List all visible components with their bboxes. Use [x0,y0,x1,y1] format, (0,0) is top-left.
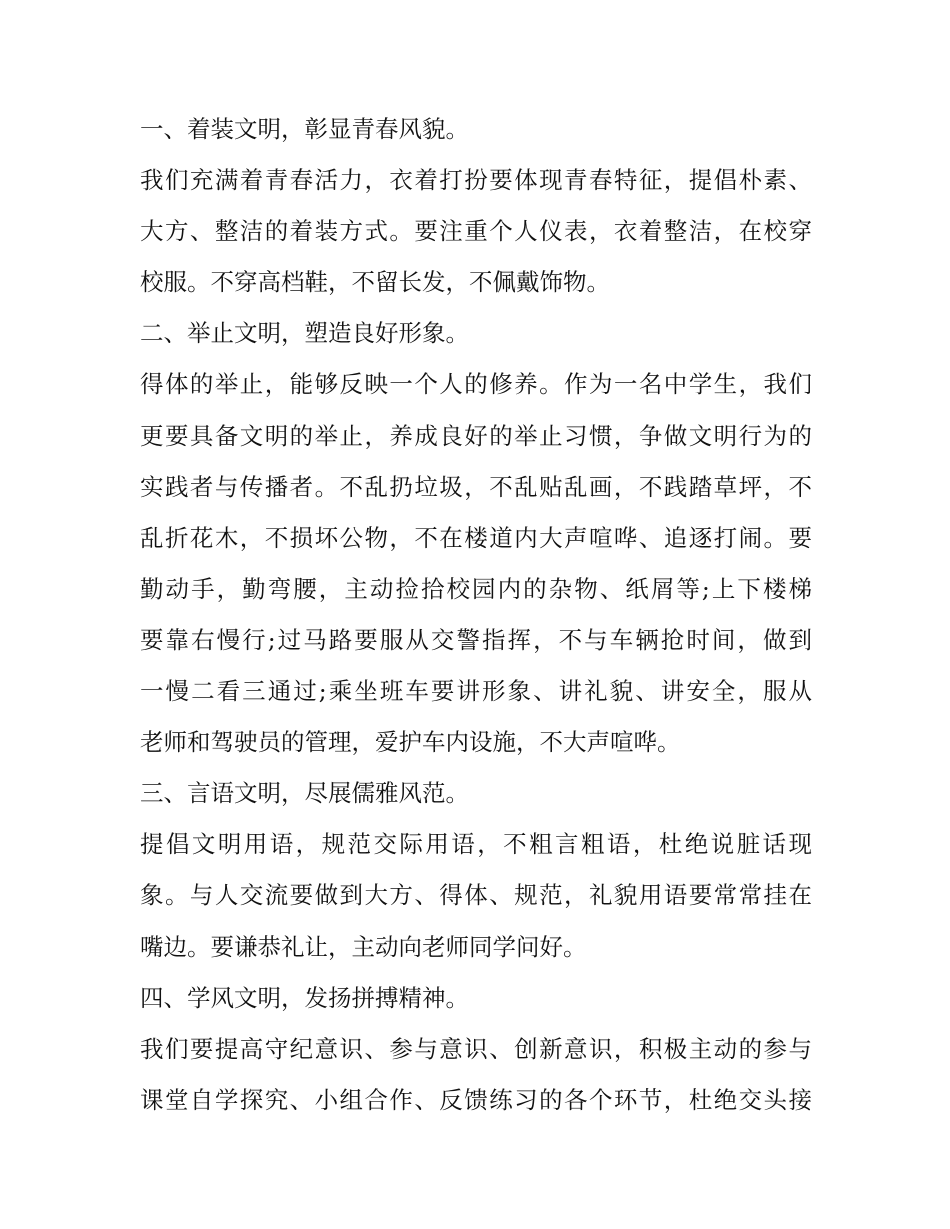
paragraph-line: 勤动手，勤弯腰，主动捡拾校园内的杂物、纸屑等;上下楼梯 [140,574,812,603]
paragraph-line: 更要具备文明的举止，养成良好的举止习惯，争做文明行为的 [140,421,812,450]
paragraph-line: 校服。不穿高档鞋，不留长发，不佩戴饰物。 [140,268,610,297]
paragraph-line: 要靠右慢行;过马路要服从交警指挥，不与车辆抢时间，做到 [140,625,812,654]
section-heading-3: 三、言语文明，尽展儒雅风范。 [140,779,469,808]
paragraph-line: 老师和驾驶员的管理，爱护车内设施，不大声喧哗。 [140,728,681,757]
paragraph-line: 得体的举止，能够反映一个人的修养。作为一名中学生，我们 [140,370,812,399]
paragraph-line: 实践者与传播者。不乱扔垃圾，不乱贴乱画，不践踏草坪，不 [140,472,812,501]
section-heading-2: 二、举止文明，塑造良好形象。 [140,319,469,348]
paragraph-line: 一慢二看三通过;乘坐班车要讲形象、讲礼貌、讲安全，服从 [140,677,812,706]
paragraph-line: 我们要提高守纪意识、参与意识、创新意识，积极主动的参与 [140,1034,812,1063]
paragraph-line: 嘴边。要谦恭礼让，主动向老师同学问好。 [140,932,587,961]
paragraph-line: 课堂自学探究、小组合作、反馈练习的各个环节，杜绝交头接 [140,1085,812,1114]
document-page [140,104,812,1126]
paragraph-line: 我们充满着青春活力，衣着打扮要体现青春特征，提倡朴素、 [140,166,812,195]
paragraph-line: 大方、整洁的着装方式。要注重个人仪表，衣着整洁，在校穿 [140,217,812,246]
section-heading-1: 一、着装文明，彰显青春风貌。 [140,115,469,143]
paragraph-line: 象。与人交流要做到大方、得体、规范，礼貌用语要常常挂在 [140,881,812,910]
section-heading-4: 四、学风文明，发扬拼搏精神。 [140,983,469,1012]
paragraph-line: 乱折花木，不损坏公物，不在楼道内大声喧哗、追逐打闹。要 [140,523,812,552]
paragraph-line: 提倡文明用语，规范交际用语，不粗言粗语，杜绝说脏话现 [140,830,812,859]
